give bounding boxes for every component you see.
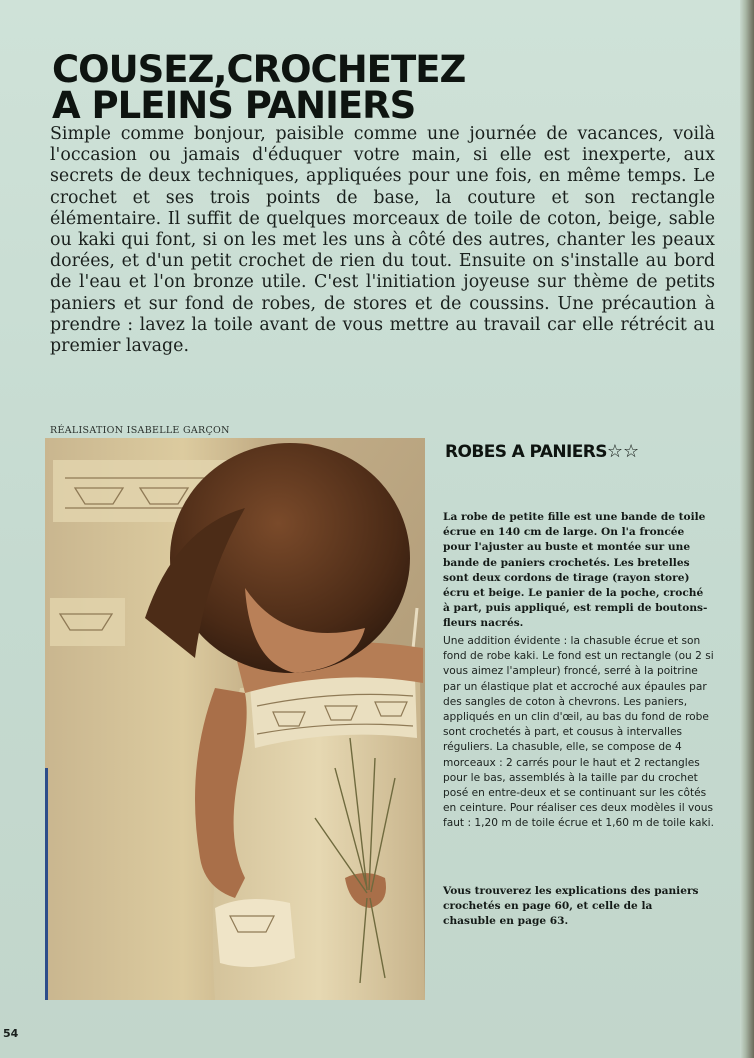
- section-title: [445, 441, 639, 462]
- page-edge-shadow: [740, 0, 754, 1058]
- headline-line-2: A PLEINS PANIERS: [52, 84, 416, 127]
- headline: [52, 48, 466, 127]
- page-references: Vous trouverez les explications des paniers crochetés en page 60, et celle de la chasuble en page 63.: [443, 885, 699, 928]
- photo-girl-crochet-dress: [45, 438, 425, 1000]
- section-title-text: ROBES A PANIERS: [445, 442, 607, 462]
- page-number: 54: [3, 1027, 19, 1040]
- photo-credit: RÉALISATION ISABELLE GARÇON: [50, 425, 230, 436]
- headline-line-1: COUSEZ,CROCHETEZ: [52, 48, 466, 91]
- intro-paragraph: Simple comme bonjour, paisible comme une journée de vacances, voilà l'occasion ou jamais d'éduquer votre main, si elle est inexperte, aux secrets de deux techniques, appliquées pour une fois, en même temps. Le crochet et ses trois points de base, la couture et son rectangle élémentaire. Il suffit de quelques morceaux de toile de coton, beige, sable ou kaki qui font, si on les met les uns à côté des autres, chanter les peaux dorées, et d'un petit crochet de rien du tout. Ensuite on s'installe au bord de l'eau et l'on bronze utile. C'est l'initiation joyeuse sur thème de petits paniers et sur fond de robes, de stores et de coussins. Une précaution à prendre : lavez la toile avant de vous mettre au travail car elle rétrécit au premier lavage.: [50, 124, 715, 357]
- lead-paragraph: La robe de petite fille est une bande de toile écrue en 140 cm de large. On l'a froncée pour l'ajuster au buste et montée sur une bande de paniers crochetés. Les bretelles sont deux cordons de tirage (rayon store) écru et beige. Le panier de la poche, croché à part, puis appliqué, est rempli de boutons-fleurs nacrés.: [443, 511, 708, 630]
- body-paragraph: Une addition évidente : la chasuble écrue et son fond de robe kaki. Le fond est un rectangle (ou 2 si vous aimez l'ampleur) froncé, serré à la poitrine par un élastique plat et accroché aux épaules par des sangles de coton à chevrons. Les paniers, appliqués en un clin d'œil, au bas du fond de robe sont crochetés à part, et cousus à intervalles réguliers. La chasuble, elle, se compose de 4 morceaux : 2 carrés pour le haut et 2 rectangles pour le bas, assemblés à la taille par du crochet posé en entre-deux et se continuant sur les côtés en ceinture. Pour réaliser ces deux modèles il vous faut : 1,20 m de toile écrue et 1,60 m de toile kaki.: [443, 635, 714, 830]
- photo-illustration: [45, 438, 425, 1000]
- difficulty-stars-icon: ☆☆: [606, 441, 640, 462]
